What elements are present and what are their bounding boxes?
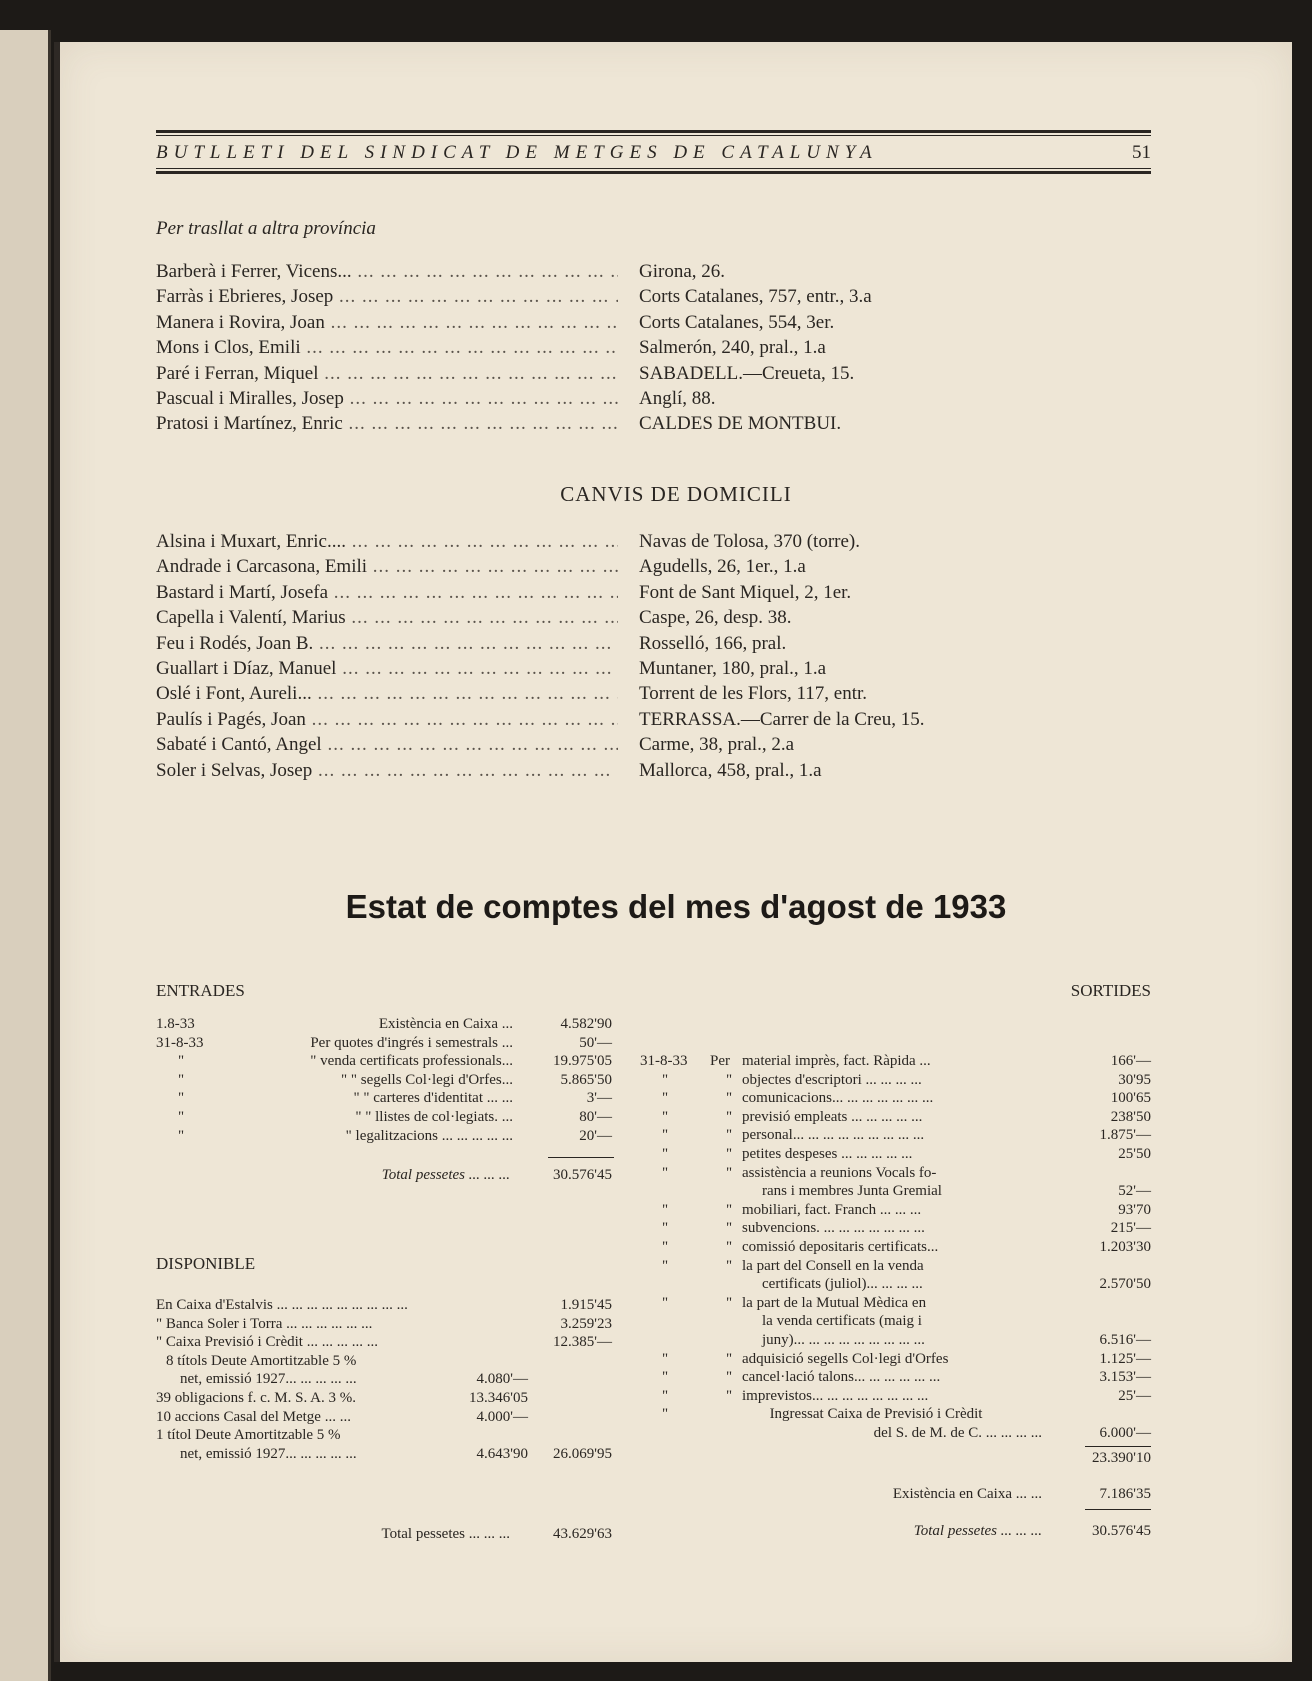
table-row <box>640 1405 1151 1424</box>
table-row <box>640 1294 1151 1313</box>
asset-amount: 12.385'— <box>553 1334 612 1351</box>
entry-amount: 80'— <box>579 1108 612 1125</box>
exit-date: " <box>662 1369 669 1386</box>
exit-date: 31-8-33 <box>640 1053 688 1069</box>
asset-text: En Caixa d'Estalvis ... ... ... ... ... ... ... ... ... <box>156 1297 408 1313</box>
entry-date: " <box>178 1053 185 1070</box>
sortides-total-label: Total pessetes ... ... ... <box>913 1523 1042 1539</box>
member-name: Mons i Clos, Emili ... . <box>156 335 618 360</box>
existencia-amount: 7.186'35 <box>1099 1486 1151 1502</box>
exit-date: " <box>662 1387 669 1404</box>
exit-amount: 1.125'— <box>1099 1350 1151 1367</box>
exit-amount: 1.203'30 <box>1099 1238 1151 1255</box>
entry-amount: 19.975'05 <box>553 1053 612 1070</box>
exit-text: la part del Consell en la venda <box>742 1257 924 1274</box>
exit-prefix: " <box>726 1127 733 1144</box>
member-name: Alsina i Muxart, Enric.... ... . <box>156 529 618 554</box>
table-row <box>640 1238 1151 1257</box>
member-address: Muntaner, 180, pral., 1.a <box>639 657 827 679</box>
exit-amount: 6.516'— <box>1099 1331 1151 1348</box>
exit-prefix: " <box>726 1294 733 1311</box>
exit-prefix: " <box>726 1220 733 1237</box>
exit-date: " <box>662 1257 669 1274</box>
exit-amount: 25'— <box>1118 1387 1151 1404</box>
table-row <box>640 1108 1151 1127</box>
table-row <box>640 1052 1151 1071</box>
member-name: Soler i Selvas, Josep ... . <box>156 758 618 783</box>
entry-amount: 5.865'50 <box>560 1071 612 1088</box>
header-rule-bottom <box>156 171 1151 174</box>
exit-amount: 30'95 <box>1118 1071 1151 1088</box>
entrades-table <box>156 1015 616 1145</box>
disponible-total: 43.629'63 <box>553 1526 612 1542</box>
member-address: Agudells, 26, 1er., 1.a <box>639 556 806 578</box>
sortides-table <box>640 1052 1151 1442</box>
exit-prefix: " <box>726 1164 733 1181</box>
table-row <box>156 1352 616 1371</box>
member-name: Pratosi i Martínez, Enric ... . <box>156 411 618 436</box>
journal-title: BUTLLETI DEL SINDICAT DE METGES DE CATALUNYA <box>156 142 878 163</box>
exit-text: comunicacions... ... ... ... ... ... ... <box>742 1090 934 1107</box>
accounts-title: Estat de comptes del mes d'agost de 1933 <box>345 888 1007 925</box>
exit-date: " <box>662 1220 669 1237</box>
exit-prefix: " <box>726 1071 733 1088</box>
exit-text: cancel·lació talons... ... ... ... ... ... <box>742 1369 941 1386</box>
member-address: Corts Catalanes, 554, 3er. <box>639 311 835 333</box>
exit-date: " <box>662 1164 669 1181</box>
page-number: 51 <box>1132 142 1151 163</box>
table-row <box>156 1089 616 1108</box>
member-name: Manera i Rovira, Joan ... . <box>156 310 618 335</box>
disponible-heading: DISPONIBLE <box>156 1254 256 1273</box>
table-row <box>640 1331 1151 1350</box>
header-rule-bottom-thin <box>156 168 1151 169</box>
entry-text: Existència en Caixa ... <box>378 1016 513 1032</box>
exit-date: " <box>662 1238 669 1255</box>
exit-amount: 100'65 <box>1110 1090 1151 1107</box>
table-row <box>156 1015 616 1034</box>
exit-text: petites despeses ... ... ... ... ... <box>742 1145 913 1162</box>
exit-amount: 166'— <box>1110 1053 1151 1069</box>
asset-text: 1 títol Deute Amortitzable 5 % <box>156 1427 341 1444</box>
member-address: Mallorca, 458, pral., 1.a <box>639 759 822 781</box>
table-row <box>640 1257 1151 1276</box>
member-address: Corts Catalanes, 757, entr., 3.a <box>639 286 872 308</box>
member-address: Caspe, 26, desp. 38. <box>639 607 792 629</box>
table-row <box>156 1052 616 1071</box>
member-address: TERRASSA.—Carrer de la Creu, 15. <box>639 708 925 730</box>
asset-text: net, emissió 1927... ... ... ... ... <box>180 1445 357 1462</box>
entry-date: 1.8-33 <box>156 1016 195 1032</box>
member-name: Oslé i Font, Aureli... ... . <box>156 681 618 706</box>
exit-amount: 52'— <box>1118 1183 1151 1200</box>
asset-subamount: 4.643'90 <box>476 1445 528 1462</box>
entry-date: " <box>178 1127 185 1144</box>
sortides-heading: SORTIDES <box>1070 981 1151 1000</box>
entry-amount: 3'— <box>586 1090 612 1107</box>
document-page <box>54 42 1292 1662</box>
entry-text: " venda certificats professionals... <box>310 1053 513 1070</box>
exit-prefix: Per <box>710 1053 730 1069</box>
table-row <box>156 1445 616 1464</box>
asset-text: 39 obligacions f. c. M. S. A. 3 %. <box>156 1389 356 1406</box>
table-row <box>640 1387 1151 1406</box>
exit-amount: 25'50 <box>1118 1145 1151 1162</box>
exit-text: certificats (juliol)... ... ... ... <box>762 1276 923 1293</box>
asset-text: " Banca Soler i Torra ... ... ... ... ... ... <box>156 1315 373 1332</box>
asset-text: 8 títols Deute Amortitzable 5 % <box>166 1352 357 1369</box>
table-row <box>640 1071 1151 1090</box>
header-rule-top-thin <box>156 135 1151 136</box>
member-address: Salmerón, 240, pral., 1.a <box>639 337 826 359</box>
exit-date: " <box>662 1294 669 1311</box>
asset-subamount: 4.000'— <box>476 1408 528 1425</box>
table-row <box>640 1164 1151 1183</box>
exit-date: " <box>662 1350 669 1367</box>
exit-text: previsió empleats ... ... ... ... ... <box>742 1108 923 1125</box>
exit-amount: 93'70 <box>1118 1201 1151 1218</box>
header-rule-top <box>156 130 1151 133</box>
facing-page-edge <box>0 30 51 1681</box>
entry-date: 31-8-33 <box>156 1034 204 1051</box>
table-row <box>156 1034 616 1053</box>
table-row <box>640 1368 1151 1387</box>
member-name: Pascual i Miralles, Josep ... . <box>156 386 618 411</box>
sortides-total: 30.576'45 <box>1092 1523 1151 1539</box>
exit-date: " <box>662 1108 669 1125</box>
table-row <box>156 1315 616 1334</box>
member-name: Capella i Valentí, Marius ... . <box>156 605 618 630</box>
table-row <box>640 1201 1151 1220</box>
exit-text: la part de la Mutual Mèdica en <box>742 1294 927 1311</box>
asset-amount: 1.915'45 <box>560 1297 612 1313</box>
member-address: Girona, 26. <box>639 261 726 282</box>
entry-text: " " carteres d'identitat ... ... <box>353 1090 513 1107</box>
sortides-total-line <box>1085 1509 1151 1510</box>
exit-prefix: " <box>726 1090 733 1107</box>
asset-text: 10 accions Casal del Metge ... ... <box>156 1408 351 1425</box>
exit-text: mobiliari, fact. Franch ... ... ... <box>742 1201 922 1218</box>
exit-amount: 6.000'— <box>1099 1424 1151 1441</box>
exit-text: la venda certificats (maig i <box>762 1313 922 1330</box>
entry-text: " legalitzacions ... ... ... ... ... <box>345 1127 513 1144</box>
exit-amount: 2.570'50 <box>1099 1276 1151 1293</box>
table-row <box>156 1389 616 1408</box>
table-row <box>156 1426 616 1445</box>
entry-amount: 4.582'90 <box>560 1016 612 1032</box>
exit-date: " <box>662 1127 669 1144</box>
exit-date: " <box>662 1201 669 1218</box>
exit-text: subvencions. ... ... ... ... ... ... ... <box>742 1220 925 1237</box>
disponible-table <box>156 1296 616 1463</box>
table-row <box>156 1108 616 1127</box>
member-name: Paulís i Pagés, Joan ... . <box>156 707 618 732</box>
exit-prefix: " <box>726 1201 733 1218</box>
exit-date: " <box>662 1145 669 1162</box>
entry-text: " " llistes de col·legiats. ... <box>355 1108 513 1125</box>
exit-date: " <box>662 1406 669 1423</box>
exit-text: Ingressat Caixa de Previsió i Crèdit <box>769 1406 983 1423</box>
member-address: Navas de Tolosa, 370 (torre). <box>639 531 860 552</box>
entrades-total-label: Total pessetes ... ... ... <box>381 1167 510 1183</box>
exit-prefix: " <box>726 1387 733 1404</box>
entry-text: " " segells Col·legi d'Orfes... <box>340 1071 513 1088</box>
sortides-sum-line <box>1085 1446 1151 1447</box>
member-address: Anglí, 88. <box>639 387 716 409</box>
entrades-sum-line <box>548 1157 614 1158</box>
asset-amount: 26.069'95 <box>553 1445 612 1462</box>
entrades-total: 30.576'45 <box>553 1167 612 1183</box>
entrades-heading: ENTRADES <box>156 981 245 1000</box>
exit-amount: 3.153'— <box>1099 1369 1151 1386</box>
member-name: Bastard i Martí, Josefa ... . <box>156 580 618 605</box>
exit-text: adquisició segells Col·legi d'Orfes <box>742 1350 949 1367</box>
entry-date: " <box>178 1090 185 1107</box>
table-row <box>640 1089 1151 1108</box>
member-address: CALDES DE MONTBUI. <box>639 413 842 435</box>
exit-text: comissió depositaris certificats... <box>742 1238 939 1255</box>
table-row <box>640 1350 1151 1369</box>
disponible-total-label: Total pessetes ... ... ... <box>381 1526 510 1542</box>
member-name: Feu i Rodés, Joan B. ... . <box>156 631 618 656</box>
table-row <box>640 1145 1151 1164</box>
member-address: Torrent de les Flors, 117, entr. <box>639 683 868 705</box>
table-row <box>156 1296 616 1315</box>
member-name: Andrade i Carcasona, Emili ... . <box>156 554 618 579</box>
exit-text: del S. de M. de C. ... ... ... ... <box>873 1424 1042 1441</box>
member-name: Sabaté i Cantó, Angel ... . <box>156 732 618 757</box>
exit-prefix: " <box>726 1145 733 1162</box>
asset-subamount: 13.346'05 <box>469 1389 528 1406</box>
table-row <box>640 1424 1151 1443</box>
table-row <box>156 1333 616 1352</box>
table-row <box>156 1127 616 1146</box>
exit-date: " <box>662 1090 669 1107</box>
table-row <box>156 1408 616 1427</box>
exit-text: material imprès, fact. Ràpida ... <box>742 1053 931 1069</box>
exit-amount: 1.875'— <box>1099 1127 1151 1144</box>
table-row <box>156 1071 616 1090</box>
exit-text: imprevistos... ... ... ... ... ... ... ... <box>742 1387 929 1404</box>
sortides-subtotal: 23.390'10 <box>1092 1450 1151 1466</box>
member-address: Rosselló, 166, pral. <box>639 632 787 654</box>
exit-amount: 215'— <box>1110 1220 1151 1237</box>
exit-prefix: " <box>726 1369 733 1386</box>
trasllat-title: Per trasllat a altra província <box>156 218 376 239</box>
table-row <box>640 1275 1151 1294</box>
table-row <box>640 1182 1151 1201</box>
entry-date: " <box>178 1108 185 1125</box>
table-row <box>640 1126 1151 1145</box>
exit-text: personal... ... ... ... ... ... ... ... ... <box>742 1127 925 1144</box>
existencia-label: Existència en Caixa ... ... <box>892 1486 1042 1502</box>
asset-subamount: 4.080'— <box>476 1371 528 1388</box>
canvis-title: CANVIS DE DOMICILI <box>560 482 792 506</box>
asset-text: " Caixa Previsió i Crèdit ... ... ... ... ... <box>156 1334 378 1351</box>
entry-text: Per quotes d'ingrés i semestrals ... <box>310 1034 513 1051</box>
exit-prefix: " <box>726 1257 733 1274</box>
exit-text: juny)... ... ... ... ... ... ... ... ... <box>762 1331 925 1348</box>
entry-date: " <box>178 1071 185 1088</box>
member-address: SABADELL.—Creueta, 15. <box>639 362 855 384</box>
exit-date: " <box>662 1071 669 1088</box>
exit-prefix: " <box>726 1238 733 1255</box>
member-address: Carme, 38, pral., 2.a <box>639 734 795 756</box>
entry-amount: 20'— <box>579 1127 612 1144</box>
member-name: Paré i Ferran, Miquel ... . <box>156 361 618 386</box>
exit-prefix: " <box>726 1350 733 1367</box>
exit-text: assistència a reunions Vocals fo- <box>742 1164 937 1181</box>
table-row <box>640 1219 1151 1238</box>
exit-text: rans i membres Junta Gremial <box>762 1183 942 1200</box>
asset-text: net, emissió 1927... ... ... ... ... <box>180 1371 357 1388</box>
table-row <box>640 1312 1151 1331</box>
exit-prefix: " <box>726 1108 733 1125</box>
member-address: Font de Sant Miquel, 2, 1er. <box>639 581 852 603</box>
exit-amount: 238'50 <box>1110 1108 1151 1125</box>
asset-amount: 3.259'23 <box>560 1315 612 1332</box>
table-row <box>156 1370 616 1389</box>
member-name: Farràs i Ebrieres, Josep ... . <box>156 284 618 309</box>
member-name: Guallart i Díaz, Manuel ... . <box>156 656 618 681</box>
exit-text: objectes d'escriptori ... ... ... ... <box>742 1071 922 1088</box>
member-name: Barberà i Ferrer, Vicens... ... . <box>156 259 618 284</box>
entry-amount: 50'— <box>579 1034 612 1051</box>
